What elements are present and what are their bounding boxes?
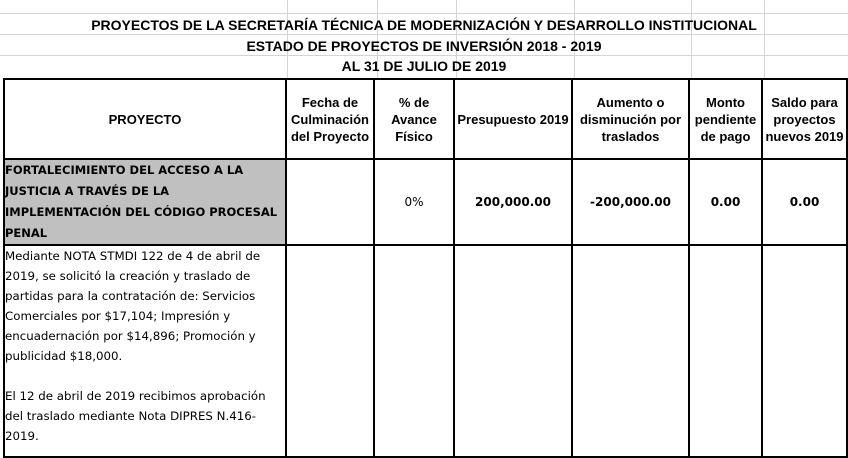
report-subtitle: ESTADO DE PROYECTOS DE INVERSIÓN 2018 - 2019 [246,38,602,54]
cell-monto-pendiente[interactable]: 0.00 [689,159,762,245]
projects-table [3,78,848,458]
gridline [0,13,848,14]
column-header-saldo: Saldo para proyectos nuevos 2019 [762,79,847,159]
empty-cell[interactable] [286,245,374,457]
cell-presupuesto[interactable]: 200,000.00 [454,159,572,245]
cell-notes[interactable] [4,245,286,457]
report-date: AL 31 DE JULIO DE 2019 [341,58,507,74]
empty-cell[interactable] [454,245,572,457]
cell-proyecto[interactable]: FORTALECIMIENTO DEL ACCESO A LA JUSTICIA A TRAVÉS DE LA IMPLEMENTACIÓN DEL CÓDIGO PROCESAL PENAL [4,159,286,245]
empty-cell[interactable] [374,245,454,457]
cell-saldo[interactable]: 0.00 [762,159,847,245]
cell-aumento[interactable]: -200,000.00 [572,159,689,245]
table-row [4,159,847,245]
table-row-notes [4,245,847,457]
column-header-fecha: Fecha de Culminación del Proyecto [286,79,374,159]
empty-cell[interactable] [689,245,762,457]
table-header-row [4,79,847,159]
cell-fecha[interactable] [286,159,374,245]
column-header-aumento: Aumento o disminución por traslados [572,79,689,159]
empty-cell[interactable] [762,245,847,457]
column-header-proyecto: PROYECTO [4,79,286,159]
report-title: PROYECTOS DE LA SECRETARÍA TÉCNICA DE MODERNIZACIÓN Y DESARROLLO INSTITUCIONAL [91,17,757,33]
empty-cell[interactable] [572,245,689,457]
gridline [0,34,848,35]
column-header-monto-pendiente: Monto pendiente de pago [689,79,762,159]
column-header-avance: % de Avance Físico [374,79,454,159]
note-paragraph: Mediante NOTA STMDI 122 de 4 de abril de 2019, se solicitó la creación y traslado de partidas para la contratación de: Servicios Comerciales por $17,104; Impresión y encuadernación por $14,896; Promoción y publicidad $18,000. [5,249,261,363]
gridline [0,55,848,56]
column-header-presupuesto: Presupuesto 2019 [454,79,572,159]
cell-avance[interactable]: 0% [374,159,454,245]
note-paragraph: El 12 de abril de 2019 recibimos aprobación del traslado mediante Nota DIPRES N.416-2019. [5,389,266,443]
